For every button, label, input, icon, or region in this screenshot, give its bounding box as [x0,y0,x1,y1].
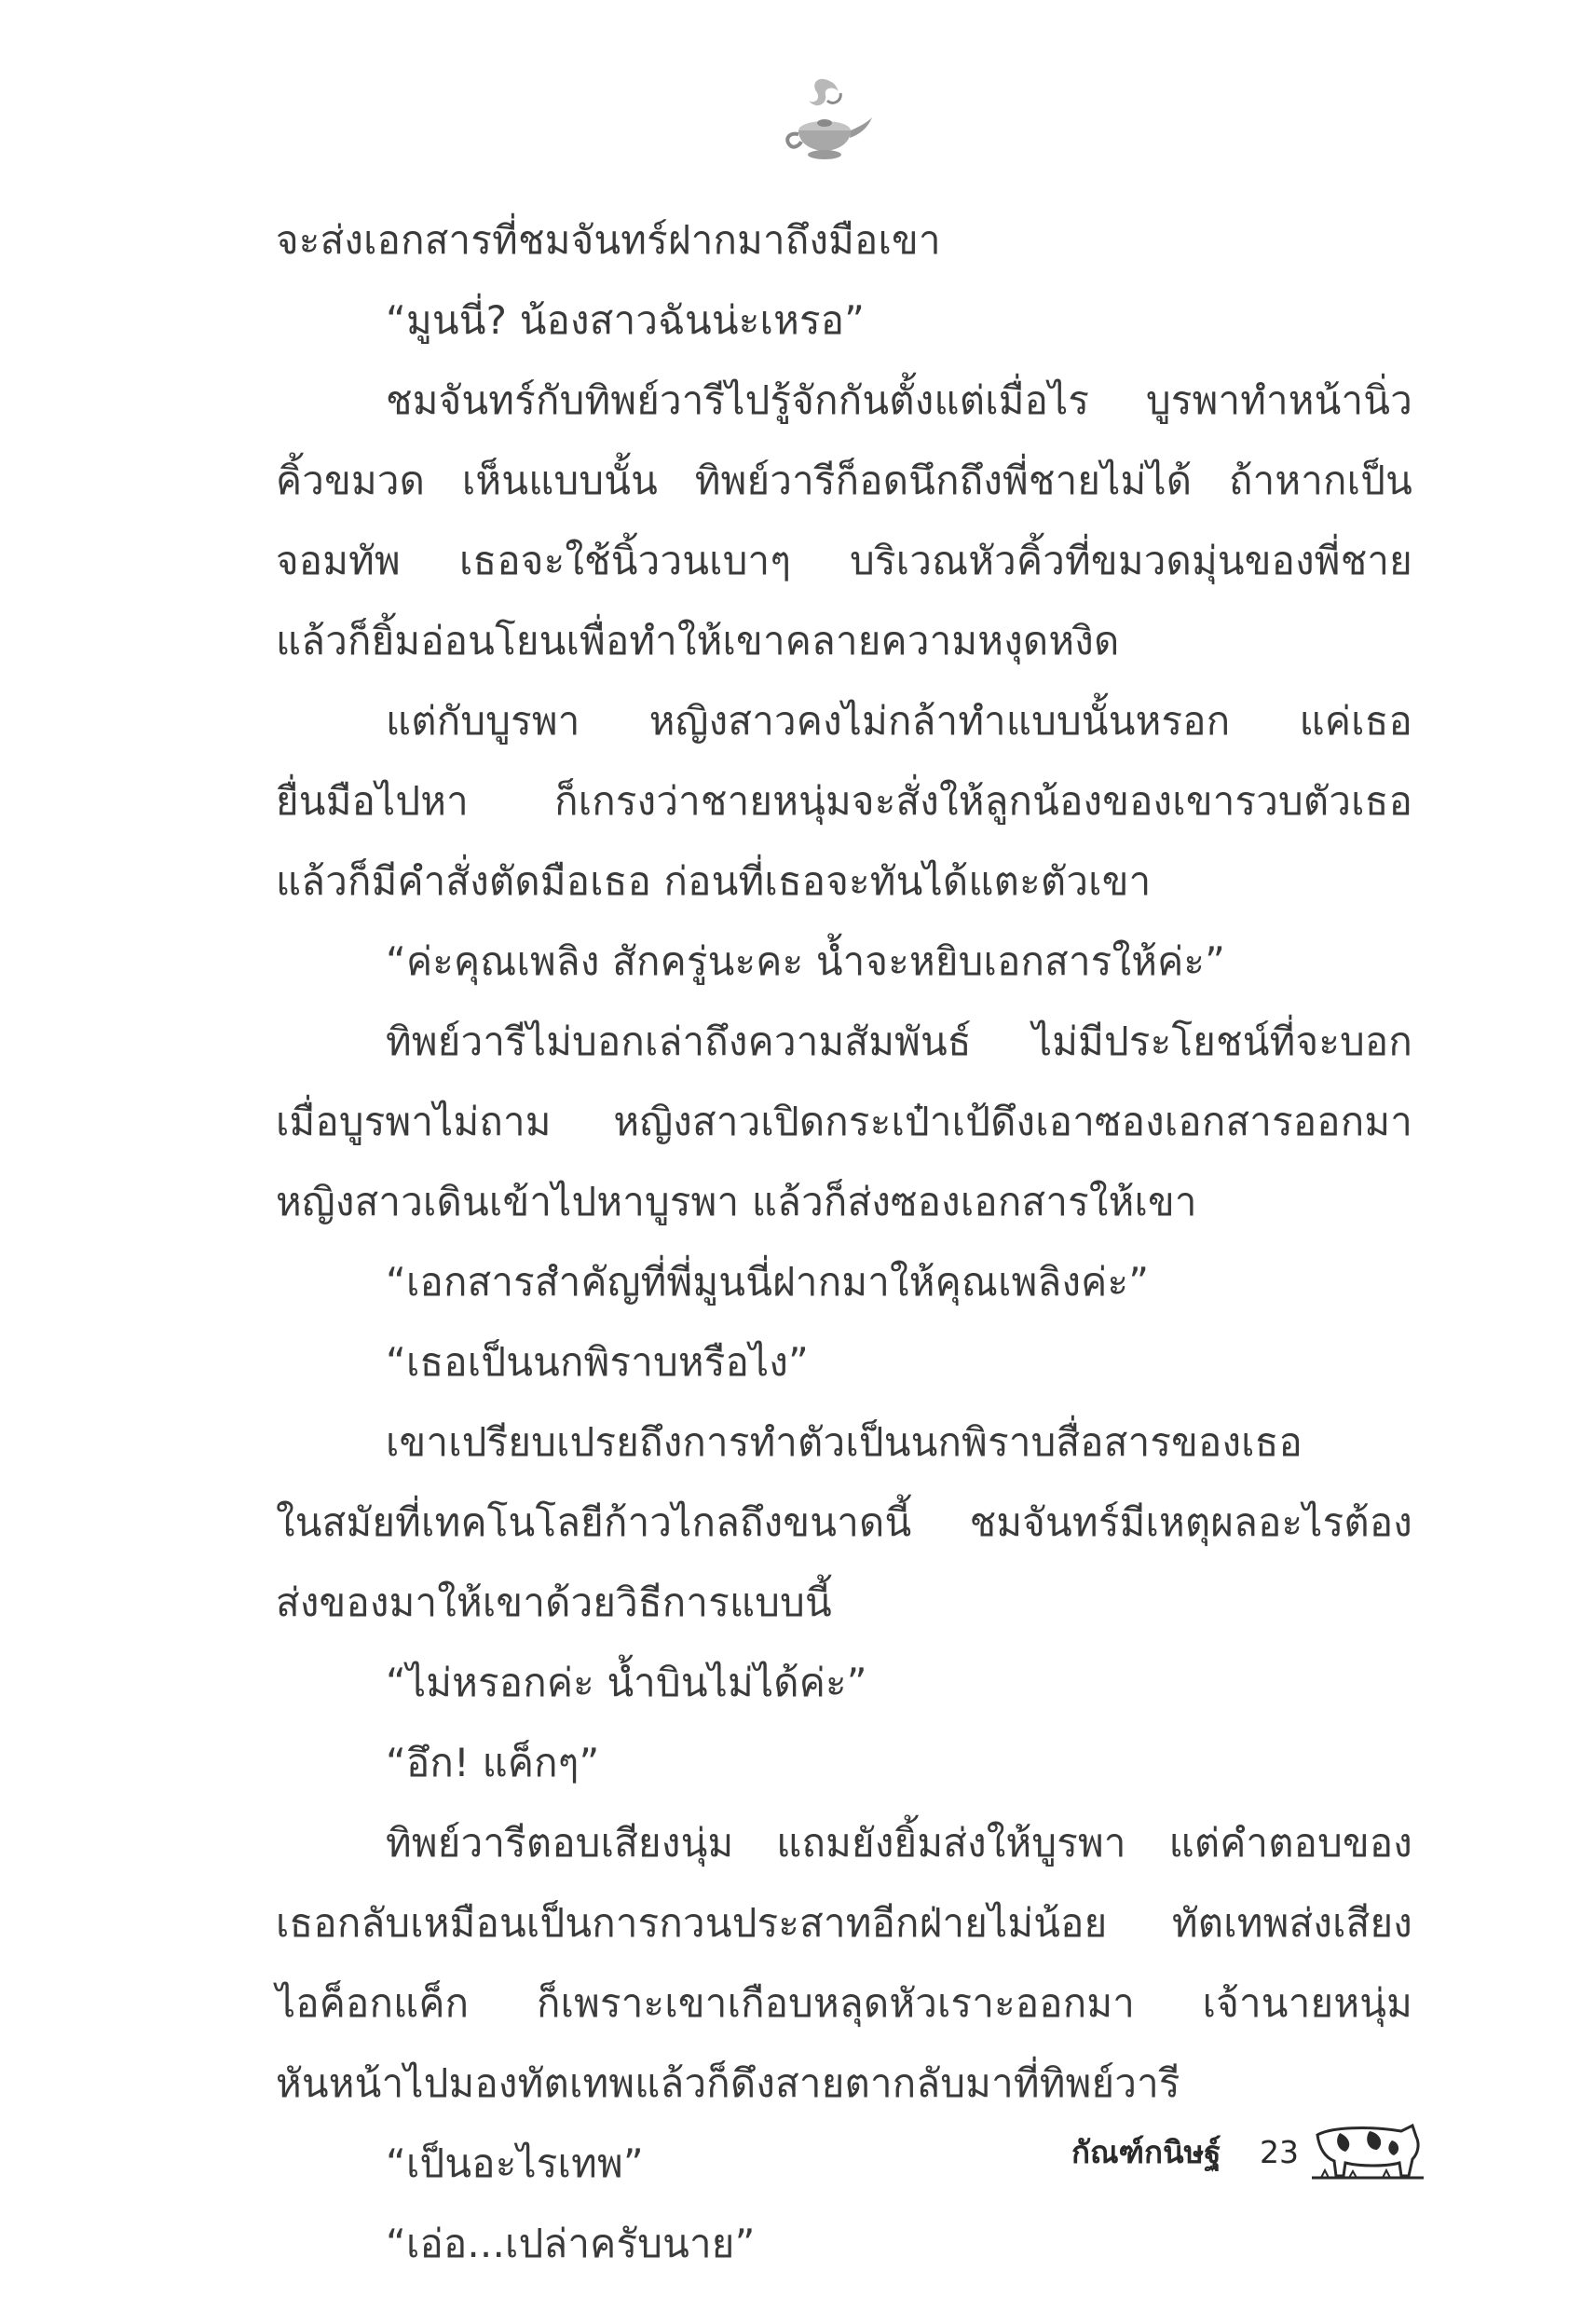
text-line: หันหน้าไปมองทัตเทพแล้วก็ดึงสายตากลับมาที่ทิพย์วารี [276,2060,1180,2106]
text-line: ส่งของมาให้เขาด้วยวิธีการแบบนี้ [276,1579,832,1625]
text-line: แล้วก็ยิ้มอ่อนโยนเพื่อทำให้เขาคลายความหงุดหงิด [276,618,1120,663]
text-line: “มูนนี่? น้องสาวฉันน่ะเหรอ” [386,297,866,343]
text-line: ทิพย์วารีไม่บอกเล่าถึงความสัมพันธ์ ไม่มีประโยชน์ที่จะบอก [386,1019,1412,1064]
text-line: แล้วก็มีคำสั่งตัดมือเธอ ก่อนที่เธอจะทันได้แตะตัวเขา [276,858,1152,904]
text-line: “เป็นอะไรเทพ” [386,2140,644,2186]
body-text [276,200,1412,2284]
text-line: ไอค็อกแค็ก ก็เพราะเขาเกือบหลุดหัวเราะออกมา เจ้านายหนุ่ม [276,1980,1412,2026]
text-line: “ไม่หรอกค่ะ น้ำบินไม่ได้ค่ะ” [386,1660,867,1705]
page-footer [1071,2120,1444,2185]
text-line: เมื่อบูรพาไม่ถาม หญิงสาวเปิดกระเป๋าเป้ดึงเอาซองเอกสารออกมา [276,1099,1412,1144]
text-line: “ค่ะคุณเพลิง สักครู่นะคะ น้ำจะหยิบเอกสารให้ค่ะ” [386,938,1226,984]
page-number: 23 [1260,2134,1299,2170]
text-line: ยื่นมือไปหา ก็เกรงว่าชายหนุ่มจะสั่งให้ลูกน้องของเขารวบตัวเธอ [276,778,1412,824]
text-line: “เธอเป็นนกพิราบหรือไง” [386,1339,809,1385]
text-line: หญิงสาวเดินเข้าไปหาบูรพา แล้วก็ส่งซองเอกสารให้เขา [276,1179,1197,1224]
text-line: ในสมัยที่เทคโนโลยีก้าวไกลถึงขนาดนี้ ชมจันทร์มีเหตุผลอะไรต้อง [276,1499,1412,1545]
text-line: “อึก! แค็กๆ” [386,1740,600,1785]
text-line: จอมทัพ เธอจะใช้นิ้ววนเบาๆ บริเวณหัวคิ้วที่ขมวดมุ่นของพี่ชาย [276,538,1412,583]
genie-lamp-icon [773,73,876,166]
text-line: ชมจันทร์กับทิพย์วารีไปรู้จักกันตั้งแต่เมื่อไร บูรพาทำหน้านิ่ว [386,377,1412,423]
text-line: คิ้วขมวด เห็นแบบนั้น ทิพย์วารีก็อดนึกถึงพี่ชายไม่ได้ ถ้าหากเป็น [276,458,1412,503]
text-line: เขาเปรียบเปรยถึงการทำตัวเป็นนกพิราบสื่อสารของเธอ [386,1419,1303,1465]
text-line: “เอ่อ...เปล่าครับนาย” [386,2221,756,2266]
text-line: จะส่งเอกสารที่ชมจันทร์ฝากมาถึงมือเขา [276,217,941,263]
book-title: กัณฑ์กนิษฐ์ [1071,2134,1221,2170]
cow-logo-icon [1312,2122,1424,2183]
text-line: “เอกสารสำคัญที่พี่มูนนี่ฝากมาให้คุณเพลิงค่ะ” [386,1259,1150,1305]
text-line: เธอกลับเหมือนเป็นการกวนประสาทอีกฝ่ายไม่น้อย ทัตเทพส่งเสียง [276,1900,1412,1946]
text-line: ทิพย์วารีตอบเสียงนุ่ม แถมยังยิ้มส่งให้บูรพา แต่คำตอบของ [386,1820,1412,1866]
text-line: แต่กับบูรพา หญิงสาวคงไม่กล้าทำแบบนั้นหรอก แค่เธอ [386,698,1412,744]
